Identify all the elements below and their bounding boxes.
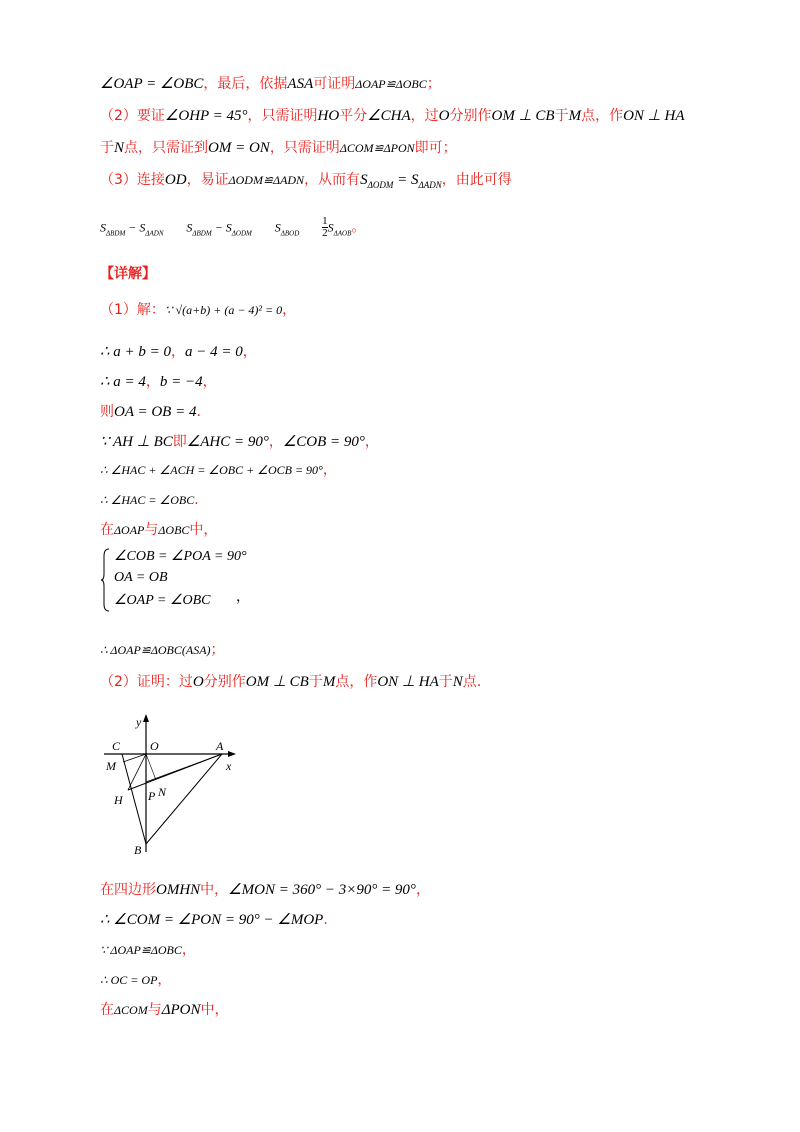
text: ， — [242, 344, 257, 360]
text: 点，作 — [581, 108, 624, 124]
math-sub: ΔADN — [418, 179, 442, 190]
math: a − 4 = 0 — [185, 344, 243, 360]
system-comma: ， — [236, 589, 250, 605]
text: ， — [202, 374, 217, 390]
text: ， — [364, 434, 379, 450]
math: ∵ AH ⊥ BC — [100, 434, 173, 450]
text: 与 — [144, 522, 159, 538]
math: ∴ a + b = 0 — [100, 344, 172, 360]
math: ∠COB = 90° — [282, 434, 365, 450]
math-sub: ΔBDM — [192, 229, 212, 238]
text: 点. — [462, 674, 482, 690]
math: HO — [317, 108, 340, 124]
math-sub: ΔBDM — [106, 229, 126, 238]
text-line-10 — [100, 432, 379, 452]
text: 于 — [554, 108, 569, 124]
math: ΔPON — [161, 1002, 201, 1018]
math: ∵ √(a+b) + (a − 4)² = 0 — [164, 303, 283, 317]
text-line-2 — [100, 106, 684, 126]
line-on — [146, 754, 156, 780]
math: OD — [164, 172, 187, 188]
text: ，最后，依据 — [203, 76, 288, 92]
text-line-13 — [100, 520, 217, 540]
math: N — [452, 674, 463, 690]
text: 在四边形 — [100, 882, 156, 898]
text: ，由此可得 — [441, 172, 512, 188]
text-line-17 — [100, 910, 328, 930]
label-y: y — [136, 715, 142, 729]
text: ， — [282, 302, 297, 318]
math: ∠OAP = ∠OBC — [100, 76, 204, 92]
label-h: H — [114, 793, 123, 807]
text: 分别作 — [203, 674, 246, 690]
label-x: x — [226, 759, 232, 773]
label-c: C — [112, 739, 121, 753]
math: ∵ ΔOAP≌ΔOBC — [100, 943, 182, 957]
math: ∠CHA — [367, 108, 411, 124]
text: ； — [210, 642, 225, 658]
text: ， — [171, 344, 186, 360]
math: ∠AHC = 90° — [186, 434, 269, 450]
math: ON ⊥ HA — [377, 674, 439, 690]
text-line-3 — [100, 138, 457, 158]
text: 分别作 — [449, 108, 492, 124]
label-p: P — [148, 789, 156, 803]
text-line-14 — [100, 640, 225, 660]
text: （2）证明：过 — [100, 674, 193, 690]
text: ， — [415, 882, 430, 898]
math: OM = ON — [208, 140, 270, 156]
text: 于 — [308, 674, 323, 690]
math: OM ⊥ CB — [491, 108, 555, 124]
text: 中， — [200, 882, 229, 898]
math: ΔODM≌ΔADN — [228, 173, 305, 187]
section-heading: 【详解】 — [100, 266, 156, 282]
math: b = −4 — [159, 374, 203, 390]
math: = — [393, 172, 411, 188]
math: ΔOBC — [158, 523, 190, 537]
text: 中， — [200, 1002, 229, 1018]
math: ΔOAP≌ΔOBC — [355, 77, 427, 91]
text-line-1 — [100, 74, 441, 94]
label-n: N — [158, 785, 167, 799]
math: ΔOAP — [114, 523, 145, 537]
math: ∴ OC = OP — [100, 973, 158, 987]
math-sub: ΔADN — [145, 229, 164, 238]
text: 于 — [438, 674, 453, 690]
math: O — [192, 674, 204, 690]
text: 点，作 — [335, 674, 378, 690]
text: 中， — [189, 522, 218, 538]
math: O — [438, 108, 450, 124]
text: . — [196, 404, 201, 420]
text-line-7 — [100, 342, 257, 362]
text: 在 — [100, 1002, 114, 1018]
system-row-1: ∠COB = ∠POA = 90° — [114, 549, 247, 564]
text: 则 — [100, 404, 114, 420]
text: ， — [322, 462, 337, 478]
text-line-9 — [100, 402, 201, 422]
text: 即可； — [414, 140, 457, 156]
text: ，只需证明 — [247, 108, 318, 124]
text: ， — [145, 374, 160, 390]
math-sub: ΔBOD — [280, 229, 300, 238]
math: S — [360, 172, 368, 188]
text: ，过 — [410, 108, 439, 124]
text-line-5 — [100, 216, 365, 243]
math: S — [100, 220, 106, 235]
text: ，只需证明 — [269, 140, 340, 156]
text: （2）要证 — [100, 108, 165, 124]
text: ； — [426, 76, 441, 92]
text: . — [194, 492, 199, 508]
left-brace — [100, 548, 110, 612]
math: S — [410, 172, 419, 188]
text-line-12 — [100, 490, 199, 510]
math: OM ⊥ CB — [245, 674, 309, 690]
math: ∴ ∠HAC + ∠ACH = ∠OBC + ∠OCB = 90° — [100, 463, 323, 477]
geometry-figure — [100, 712, 250, 862]
text: （3）连接 — [100, 172, 165, 188]
text: 平分 — [339, 108, 368, 124]
system-row-3: ∠OAP = ∠OBC — [114, 593, 211, 608]
math: ∴ a = 4 — [100, 374, 146, 390]
math: ∴ ∠COM = ∠PON = 90° − ∠MOP — [100, 912, 324, 928]
text-line-19 — [100, 970, 171, 990]
text: ， — [157, 972, 172, 988]
math: S — [139, 220, 146, 235]
label-m: M — [106, 759, 116, 773]
text: ，易证 — [186, 172, 229, 188]
label-o: O — [150, 739, 159, 753]
math: N — [114, 140, 125, 156]
text: 点，只需证到 — [124, 140, 209, 156]
math-sub: ΔODM — [367, 179, 394, 190]
math: ASA — [287, 76, 314, 92]
text: 即 — [172, 434, 187, 450]
y-axis-arrow — [143, 714, 149, 722]
math: − — [211, 220, 226, 235]
math: ΔCOM≌ΔPON — [339, 141, 415, 155]
line-cb — [122, 754, 146, 844]
math: S — [327, 220, 334, 235]
text: ， — [268, 434, 283, 450]
math: ON ⊥ HA — [623, 108, 685, 124]
math: ∠MON = 360° − 3×90° = 90° — [228, 882, 416, 898]
system-row-2: OA = OB — [114, 570, 168, 585]
text: （1）解： — [100, 302, 165, 318]
text: ，从而有 — [304, 172, 361, 188]
label-a: A — [216, 739, 224, 753]
text-line-11 — [100, 460, 337, 480]
math: ∴ ΔOAP≌ΔOBC(ASA) — [100, 643, 211, 657]
text: 在 — [100, 522, 114, 538]
equation-system — [100, 548, 320, 614]
math: M — [568, 108, 582, 124]
line-ab — [146, 754, 222, 844]
math-sub: ΔAOB — [333, 229, 352, 238]
math: OMHN — [156, 882, 201, 898]
text: ， — [181, 942, 196, 958]
text: 。 — [351, 219, 366, 236]
text-line-8 — [100, 372, 217, 392]
text-line-18 — [100, 940, 196, 960]
math: S — [225, 220, 232, 235]
text: 可证明 — [313, 76, 356, 92]
math: S — [186, 220, 193, 235]
math-sub: ΔODM — [231, 229, 252, 238]
math: ∴ ∠HAC = ∠OBC — [100, 493, 195, 507]
label-b: B — [134, 843, 142, 857]
fraction-half: $\frac{1}{2}$ — [322, 215, 328, 239]
math: OA = OB = 4 — [114, 404, 197, 420]
text-line-4 — [100, 170, 512, 195]
math: M — [322, 674, 336, 690]
text-line-15 — [100, 672, 481, 692]
text-line-20 — [100, 1000, 229, 1020]
x-axis-arrow — [228, 751, 236, 757]
math: S — [274, 220, 281, 235]
math: − — [125, 220, 140, 235]
text-line-6 — [100, 300, 296, 320]
math: ΔCOM — [114, 1003, 148, 1017]
text: 于 — [100, 140, 114, 156]
text-line-16 — [100, 880, 430, 900]
text: . — [323, 912, 328, 928]
text: 与 — [147, 1002, 162, 1018]
math: ∠OHP = 45° — [164, 108, 248, 124]
